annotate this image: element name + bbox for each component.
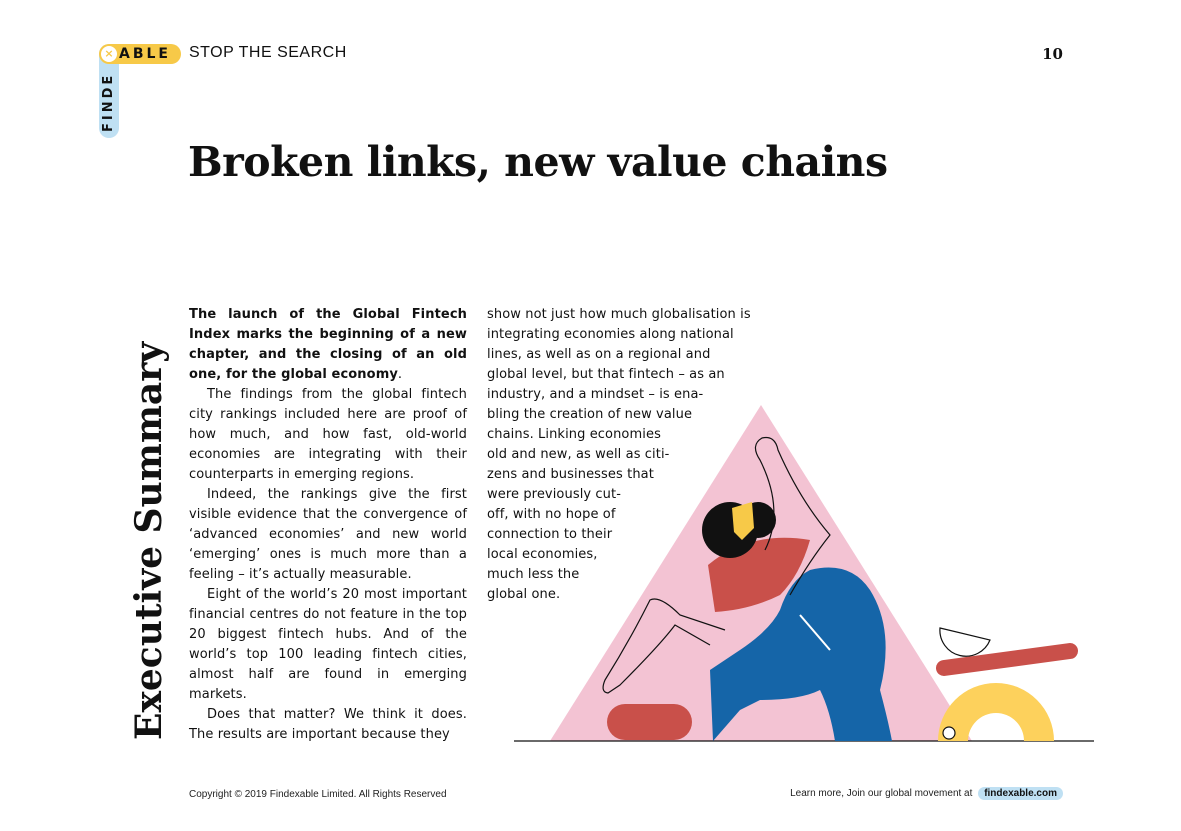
col2-line-13: local economies, — [487, 547, 598, 562]
col2-line-4: global level, but that fintech – as an — [487, 367, 725, 382]
col2-line-12: connection to their — [487, 527, 613, 542]
paragraph-4: Does that matter? We think it does. The results are important because they — [189, 707, 467, 742]
lead-text: The launch of the Global Fintech Index marks the beginning of a new chapter, and the closing of an old one, for the global economy — [189, 307, 467, 382]
footer-cta — [790, 787, 1063, 800]
col2-line-7: chains. Linking economies — [487, 427, 661, 442]
page-title: Broken links, new value chains — [188, 138, 888, 186]
footer-cta-text: Learn more, Join our global movement at — [790, 788, 973, 799]
col2-line-9: zens and businesses that — [487, 467, 654, 482]
findexable-link[interactable]: findexable.com — [978, 787, 1063, 800]
col2-line-3: lines, as well as on a regional and — [487, 347, 711, 362]
col2-line-8: old and new, as well as citi- — [487, 447, 670, 462]
body-column-1 — [189, 305, 467, 745]
page-number: 10 — [1042, 45, 1063, 63]
col2-line-11: off, with no hope of — [487, 507, 616, 522]
col2-line-10: were previously cut- — [487, 487, 622, 502]
findexable-logo[interactable] — [99, 44, 183, 140]
col2-line-14: much less the — [487, 567, 580, 582]
logo-text-finde: FINDE — [101, 72, 116, 132]
bowl-shape — [940, 628, 990, 656]
col2-line-6: bling the creation of new value — [487, 407, 693, 422]
section-label: STOP THE SEARCH — [189, 44, 347, 61]
paragraph-2: Indeed, the rankings give the first visible evidence that the convergence of ‘advanced economies’ and new world ‘emerging’ ones is much more than a feeling – it’s actually measurable. — [189, 487, 467, 582]
lead-paragraph — [189, 305, 467, 385]
logo-x-mark: × — [101, 46, 117, 62]
side-title: Executive Summary — [128, 341, 170, 740]
paragraph-3: Eight of the world’s 20 most important financial centres do not feature in the top 20 biggest fintech hubs. And of the world’s top 100 leading fintech cities, almost half are found in emerging markets. — [189, 587, 467, 702]
copyright-text: Copyright © 2019 Findexable Limited. All Rights Reserved — [189, 789, 447, 800]
paragraph-1: The findings from the global fintech city rankings included here are proof of how much, and how fast, old-world economies are integrating with their counterparts in emerging regions. — [189, 387, 467, 482]
small-circle — [943, 727, 955, 739]
col2-line-5: industry, and a mindset – is ena- — [487, 387, 704, 402]
logo-text-able: ABLE — [119, 46, 171, 62]
body-column-2 — [487, 305, 765, 605]
col2-line-1: show not just how much globalisation is — [487, 307, 751, 322]
col2-line-2: integrating economies along national — [487, 327, 734, 342]
lead-period: . — [397, 367, 403, 382]
red-pill — [607, 704, 692, 740]
col2-line-15: global one. — [487, 587, 561, 602]
